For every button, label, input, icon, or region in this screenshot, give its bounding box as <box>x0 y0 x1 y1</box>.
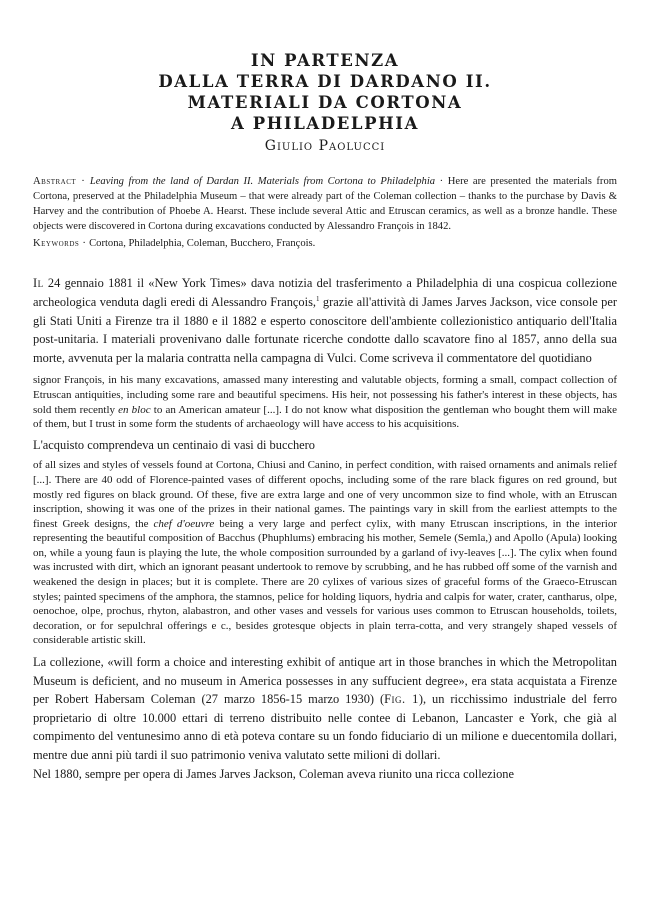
block-quote-1 <box>33 373 617 431</box>
title-line-1: IN PARTENZA <box>250 51 400 70</box>
abstract-label: Abstract · <box>33 176 86 187</box>
quote-1-text-a: signor François, in his many excavations, amassed many interesting and valutable objects, forming a small, compact collection of Etruscan antiquities, including some rare and beautiful specimens. His heir, not possessing his father's interest in these objects, has sold them recently <box>33 374 617 416</box>
keywords-label: Keywords · <box>33 238 87 250</box>
article-title <box>33 50 617 134</box>
article-page <box>33 50 617 783</box>
title-line-2: DALLA TERRA DI DARDANO II. <box>158 72 492 91</box>
title-line-3: MATERIALI DA CORTONA <box>187 93 463 112</box>
paragraph-1-text-b: grazie all'attività di James Jarves Jackson, vice console per gli Stati Uniti a Firenze tra il 1880 e il 1882 e esperto conoscitore dell'ambiente collezionistico antiquario dell'Italia post-unitaria. I materiali provenivano dalle fortunate ricerche condotte dallo scavatore fino al 1857, anno della sua morte, avvenuta per la malaria contratta nella campagna di Vulci. Come scriveva il commentatore del quotidiano <box>33 294 618 365</box>
quote-2-text-a: of all sizes and styles of vessels found at Cortona, Chiusi and Canino, in perfect condition, with raised ornaments and animals relief [...]. There are 40 odd of Florence-painted vases of different opochs, including some of the rare black figures on red ground, but mostly red figures on black ground. Of these, five are extra large and one of very uncommon size to find whole, with an Etruscan inscription, showing it was one of the prizes in their national games. The paintings vary in skill from the earliest attempts to the finest Greek designs, the <box>33 459 617 530</box>
abstract-text: · Here are presented the materials from Cortona, preserved at the Philadelphia Museum – that were already part of the Coleman collection – thanks to the purchase by Davis & Harvey and the contribution of Phoebe A. Hearst. These include several Attic and Etruscan ceramics, as well as a bronze handle. These objects were discovered in Cortona during excavations conducted by Alessandro François in 1842. <box>33 176 617 233</box>
footnote-ref-1[interactable]: 1 <box>316 294 320 303</box>
quote-2-text-b: being a very large and perfect cylix, with many Etruscan inscriptions, in the interior representing the beautiful composition of Bacchus (Phuphlums) embracing his mother, Semele (Semla,) and Apollo (Apula) looking on, while a young faun is playing the lute, the whole composition surrounded by a garland of ivy-leaves [...]. The cylix when found was incrusted with dirt, which an ignorant peasant undertook to remove by scrubbing, and he has rubbed off some of the varnish and weakened the design in places; but it is complete. There are 20 cylixes of various sizes of graceful forms of the Graeco-Etruscan styles; painted specimens of the amphora, the stamnos, pelice for holding liquors, hydria and calpis for water, crater, cantharus, olpe, oenochoe, olpe, prochus, rhyton, alabastron, and other vases and vessels for various uses common to Etruscan households, toilets, decoration, or for sepulchral offerings e c., besides grotesque objects in plain terra-cotta, and very strangely shaped vessels of considerable artistic skill. <box>33 517 617 647</box>
abstract-title: Leaving from the land of Dardan II. Materials from Cortona to Philadelphia <box>89 176 436 187</box>
quote-1-text-b: to an American amateur [...]. I do not know what disposition the gentleman who bought them will make of them, but I trust in some form the students of archaeology will have access to his acquisitions. <box>33 403 617 431</box>
author-name: Giulio Paolucci <box>264 138 386 154</box>
paragraph-1-text-a: 24 gennaio 1881 il «New York Times» dava notizia del trasferimento a Philadelphia di una cospicua collezione archeologica venduta dagli eredi di Alessandro François, <box>33 276 617 309</box>
paragraph-1 <box>33 274 617 367</box>
quote-2-italic: chef d'oeuvre <box>153 517 215 530</box>
figure-ref-1[interactable]: Fig. 1 <box>384 692 419 707</box>
paragraph-1-lead: Il <box>33 276 44 291</box>
paragraph-3 <box>33 653 617 765</box>
abstract <box>33 174 617 234</box>
paragraph-4: Nel 1880, sempre per opera di James Jarves Jackson, Coleman aveva riunito una ricca collezione <box>33 766 514 781</box>
quote-1-italic: en bloc <box>118 403 151 416</box>
keywords <box>33 236 617 251</box>
paragraph-3-text-a: La collezione, «will form a choice and interesting exhibit of antique art in those branches in which the Metropolitan Museum is deficient, and no museum in America possesses in any suffucient degree», era stata acquistata a Firenze per Robert Habersam Coleman (27 marzo 1856-15 marzo 1930) ( <box>33 655 617 707</box>
block-quote-2 <box>33 458 617 648</box>
title-line-4: A PHILADELPHIA <box>230 114 420 133</box>
keywords-text: Cortona, Philadelphia, Coleman, Bucchero, François. <box>86 238 316 250</box>
paragraph-2: L'acquisto comprendeva un centinaio di vasi di bucchero <box>33 437 315 452</box>
paragraph-3-text-b: ), un ricchissimo industriale del ferro proprietario di oltre 10.000 ettari di terreno distribuito nelle contee di Lebanon, Lancaster e York, che già al compimento del ventunesimo anno di età poteva contare su un fondo fiduciario di un milione e duecentomila dollari, mentre due anni più tardi il suo patrimonio veniva valutato sette milioni di dollari. <box>33 692 617 762</box>
